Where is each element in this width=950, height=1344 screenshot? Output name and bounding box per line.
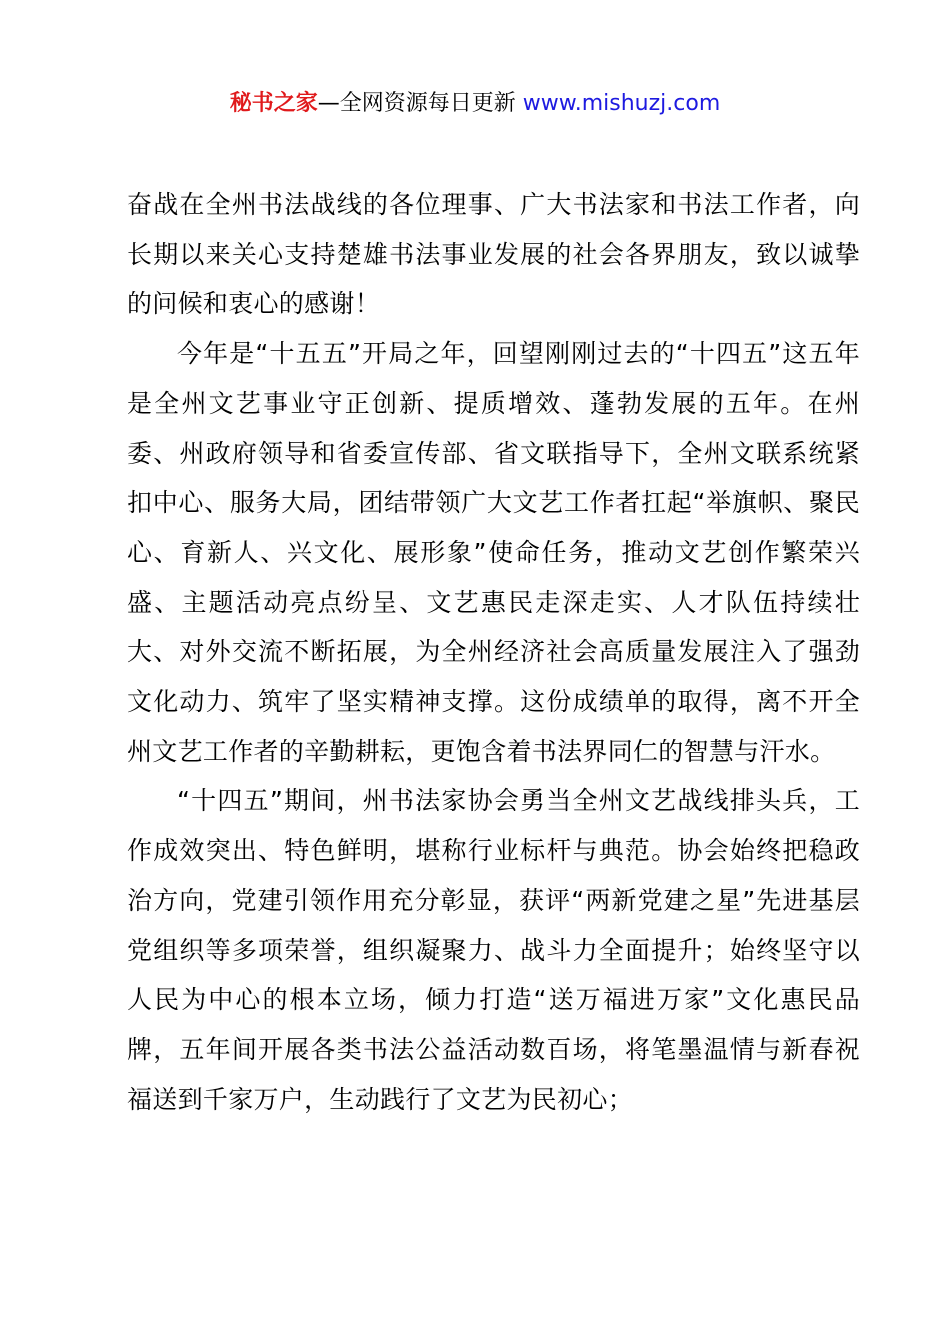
- header-url-link[interactable]: www.mishuzj.com: [522, 91, 721, 116]
- paragraph-2: 今年是“十五五”开局之年，回望刚刚过去的“十四五”这五年是全州文艺事业守正创新、提质增效、蓬勃发展的五年。在州委、州政府领导和省委宣传部、省文联指导下，全州文联系统紧扣中心、服务大局，团结带领广大文艺工作者扛起“举旗帜、聚民心、育新人、兴文化、展形象”使命任务，推动文艺创作繁荣兴盛、主题活动亮点纷呈、文艺惠民走深走实、人才队伍持续壮大、对外交流不断拓展，为全州经济社会高质量发展注入了强劲文化动力、筑牢了坚实精神支撑。这份成绩单的取得，离不开全州文艺工作者的辛勤耕耘，更饱含着书法界同仁的智慧与汗水。: [127, 339, 860, 766]
- paragraph-3: “十四五”期间，州书法家协会勇当全州文艺战线排头兵，工作成效突出、特色鲜明，堪称行业标杆与典范。协会始终把稳政治方向，党建引领作用充分彰显，获评“两新党建之星”先进基层党组织等多项荣誉，组织凝聚力、战斗力全面提升；始终坚守以人民为中心的根本立场，倾力打造“送万福进万家”文化惠民品牌，五年间开展各类书法公益活动数百场，将笔墨温情与新春祝福送到千家万户，生动践行了文艺为民初心；: [127, 786, 860, 1114]
- page-header: [0, 88, 950, 120]
- brand-name: 秘书之家: [229, 91, 318, 116]
- paragraph-1: 奋战在全州书法战线的各位理事、广大书法家和书法工作者，向长期以来关心支持楚雄书法事业发展的社会各界朋友，致以诚挚的问候和衷心的感谢！: [127, 190, 860, 319]
- document-body: [127, 180, 860, 1124]
- header-tagline: —全网资源每日更新: [317, 91, 523, 116]
